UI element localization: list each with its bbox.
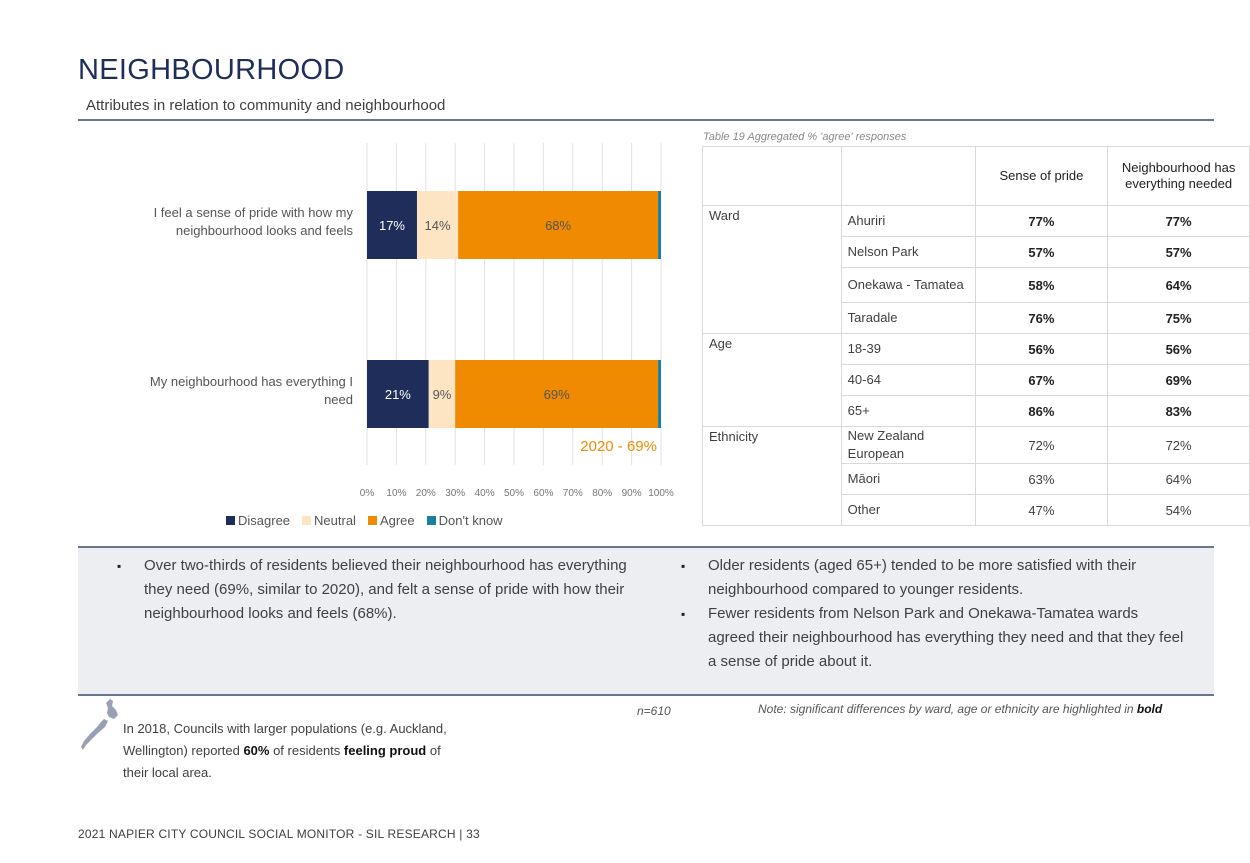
data-label: 69% <box>543 387 570 402</box>
summary-right-bullets <box>678 554 1188 674</box>
table-header-row <box>703 147 1250 206</box>
legend-item <box>368 513 415 528</box>
summary-bullet: ▪ Fewer residents from Nelson Park and Onekawa-Tamatea wards agreed their neighbourhood has everything they need and that they feel a sense of pride about it. <box>678 602 1188 674</box>
value-cell: 64% <box>1108 268 1250 303</box>
data-label: 14% <box>424 218 451 233</box>
row-label: Māori <box>841 464 975 495</box>
significance-note: Note: significant differences by ward, age or ethnicity are highlighted in bold <box>758 702 1163 716</box>
annotation-2020: 2020 - 69% <box>580 438 657 455</box>
agree-responses-table <box>702 146 1250 526</box>
value-cell: 76% <box>975 303 1107 334</box>
x-tick-label: 70% <box>562 488 583 499</box>
data-label: 17% <box>378 218 406 233</box>
legend-item <box>427 513 503 528</box>
table-header-cell: Neighbourhood has everything needed <box>1108 147 1250 206</box>
x-tick-label: 10% <box>386 488 407 499</box>
sample-size: n=610 <box>637 704 671 718</box>
value-cell: 86% <box>975 396 1107 427</box>
row-label: 18-39 <box>841 334 975 365</box>
value-cell: 77% <box>975 206 1107 237</box>
x-tick-label: 100% <box>648 488 674 499</box>
bar-segment-don-t-know <box>658 191 661 259</box>
value-cell: 72% <box>1108 427 1250 464</box>
summary-bullet: ▪ Older residents (aged 65+) tended to be more satisfied with their neighbourhood compared to younger residents. <box>678 554 1188 602</box>
page-title: NEIGHBOURHOOD <box>78 54 345 86</box>
header-divider <box>78 119 1214 121</box>
value-cell: 54% <box>1108 495 1250 526</box>
bar-segment-don-t-know <box>658 360 661 428</box>
table-header-cell: Sense of pride <box>975 147 1107 206</box>
value-cell: 72% <box>975 427 1107 464</box>
value-cell: 75% <box>1108 303 1250 334</box>
legend-swatch <box>427 516 436 525</box>
table-row <box>703 334 1250 365</box>
summary-left-bullets <box>114 554 634 626</box>
value-cell: 56% <box>975 334 1107 365</box>
footnote-2018: In 2018, Councils with larger populations (e.g. Auckland, Wellington) reported 60% of residents feeling proud of their local area. <box>123 721 447 780</box>
value-cell: 63% <box>975 464 1107 495</box>
value-cell: 56% <box>1108 334 1250 365</box>
data-label: 68% <box>545 218 572 233</box>
row-label: 40-64 <box>841 365 975 396</box>
table-row <box>703 427 1250 464</box>
summary-box <box>78 546 1214 696</box>
group-label: Age <box>703 334 842 427</box>
value-cell: 69% <box>1108 365 1250 396</box>
table-header-cell <box>841 147 975 206</box>
legend-swatch <box>368 516 377 525</box>
x-tick-label: 80% <box>592 488 613 499</box>
row-label: Nelson Park <box>841 237 975 268</box>
row-label: Other <box>841 495 975 526</box>
x-tick-label: 50% <box>503 488 525 499</box>
category-label: I feel a sense of pride with how my neighbourhood looks and feels <box>153 205 353 238</box>
x-tick-label: 90% <box>621 488 642 499</box>
value-cell: 67% <box>975 365 1107 396</box>
stacked-bar-chart <box>80 135 680 505</box>
x-tick-label: 20% <box>415 488 436 499</box>
value-cell: 47% <box>975 495 1107 526</box>
table-caption: Table 19 Aggregated % 'agree' responses <box>703 131 907 143</box>
data-label: 9% <box>432 387 452 402</box>
legend-swatch <box>302 516 311 525</box>
value-cell: 58% <box>975 268 1107 303</box>
table-header-cell <box>703 147 842 206</box>
legend-label: Agree <box>379 513 415 528</box>
summary-bullet: ▪ Over two-thirds of residents believed their neighbourhood has everything they need (69%, similar to 2020), and felt a sense of pride with how their neighbourhood looks and feels (68%). <box>114 554 634 626</box>
table-row <box>703 206 1250 237</box>
row-label: Taradale <box>841 303 975 334</box>
legend-label: Neutral <box>314 513 356 528</box>
value-cell: 77% <box>1108 206 1250 237</box>
x-tick-label: 0% <box>359 488 375 499</box>
legend-label: Disagree <box>238 513 291 528</box>
row-label: Ahuriri <box>841 206 975 237</box>
x-tick-label: 30% <box>445 488 466 499</box>
x-tick-label: 40% <box>474 488 495 499</box>
value-cell: 57% <box>975 237 1107 268</box>
legend-label: Don't know <box>438 513 503 528</box>
new-zealand-map-icon <box>80 697 124 753</box>
x-tick-label: 60% <box>533 488 554 499</box>
data-label: 21% <box>384 387 411 402</box>
value-cell: 83% <box>1108 396 1250 427</box>
legend-item <box>302 513 356 528</box>
row-label: New Zealand European <box>841 427 975 464</box>
row-label: 65+ <box>841 396 975 427</box>
row-label: Onekawa - Tamatea <box>841 268 975 303</box>
page-subtitle: Attributes in relation to community and neighbourhood <box>86 97 446 114</box>
page-footer: 2021 NAPIER CITY COUNCIL SOCIAL MONITOR - SIL RESEARCH | 33 <box>78 827 480 841</box>
legend-swatch <box>226 516 235 525</box>
legend-item <box>226 513 290 528</box>
category-label: My neighbourhood has everything I need <box>149 374 353 407</box>
value-cell: 64% <box>1108 464 1250 495</box>
group-label: Ward <box>703 206 842 334</box>
group-label: Ethnicity <box>703 427 842 526</box>
value-cell: 57% <box>1108 237 1250 268</box>
chart-legend <box>226 513 503 528</box>
